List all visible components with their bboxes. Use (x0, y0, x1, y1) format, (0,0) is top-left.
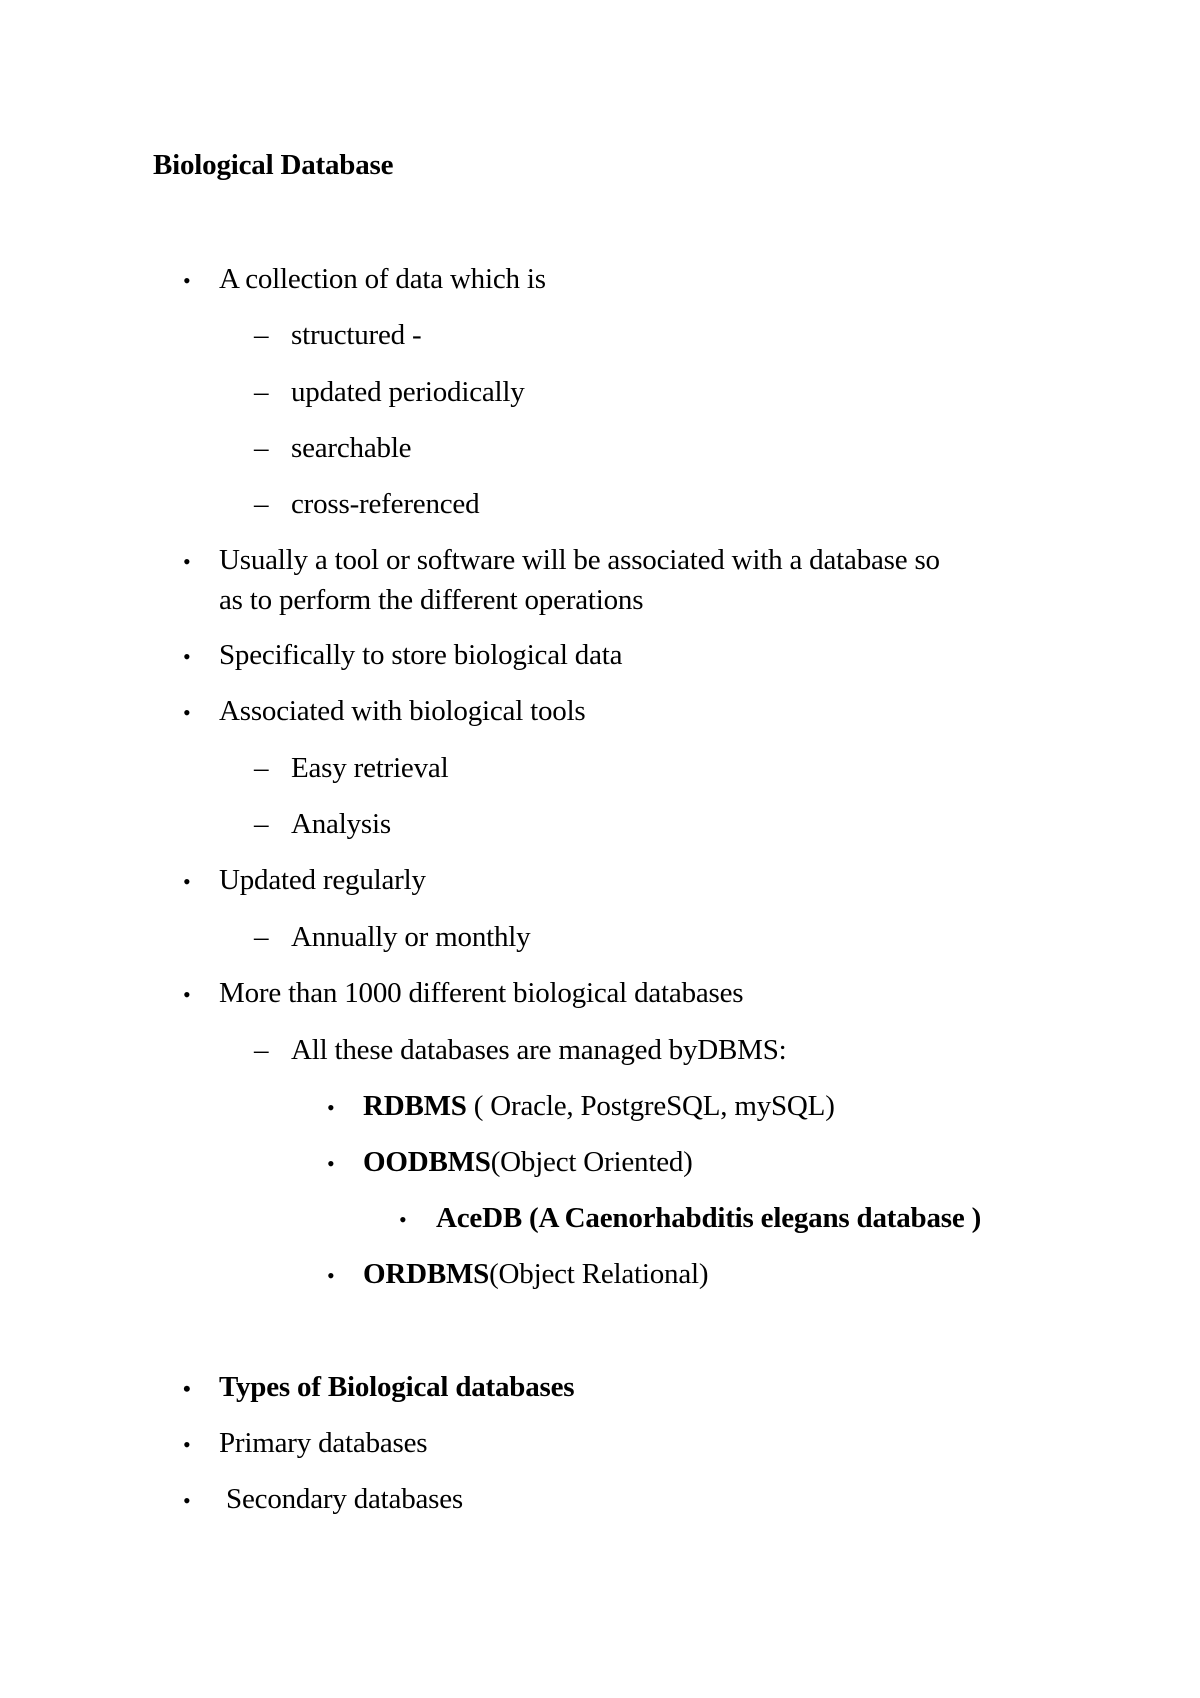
list-item-searchable: searchable (291, 432, 412, 464)
list-item-easy-retrieval: Easy retrieval (291, 752, 449, 784)
dash-icon: – (254, 319, 269, 351)
bullet-icon: • (183, 869, 191, 894)
list-item-secondary: Secondary databases (219, 1483, 464, 1515)
list-item-acedb: AceDB (A Caenorhabditis elegans database ) (436, 1202, 982, 1234)
rdbms-detail: ( Oracle, PostgreSQL, mySQL) (466, 1090, 835, 1122)
oodbms-label: OODBMS (363, 1146, 491, 1178)
page-title: Biological Database (153, 149, 394, 181)
bullet-icon: • (327, 1263, 335, 1288)
list-item-structured: structured - (291, 319, 422, 351)
bullet-icon: • (183, 1376, 191, 1401)
bullet-icon: • (327, 1095, 335, 1120)
rdbms-label: RDBMS (363, 1090, 467, 1122)
list-item-primary: Primary databases (219, 1427, 428, 1459)
list-item-updated-periodically: updated periodically (291, 376, 525, 408)
bullet-icon: • (183, 549, 191, 574)
list-item-ordbms (363, 1257, 708, 1291)
list-item-cross-referenced: cross-referenced (291, 488, 480, 520)
list-item-analysis: Analysis (291, 808, 391, 840)
list-item-all-these: All these databases are managed byDBMS: (291, 1034, 787, 1066)
dash-icon: – (254, 432, 269, 464)
ordbms-label: ORDBMS (363, 1258, 490, 1290)
list-item-tool-line1: Usually a tool or software will be associated with a database so (219, 544, 940, 576)
bullet-icon: • (327, 1151, 335, 1176)
bullet-icon: • (183, 700, 191, 725)
bullet-icon: • (183, 268, 191, 293)
dash-icon: – (254, 752, 269, 784)
dash-icon: – (254, 376, 269, 408)
oodbms-detail: (Object Oriented) (490, 1146, 693, 1178)
list-item-associated: Associated with biological tools (219, 695, 586, 727)
dash-icon: – (254, 921, 269, 953)
list-item-more-than: More than 1000 different biological databases (219, 977, 744, 1009)
list-item-oodbms (363, 1145, 693, 1179)
list-item-specifically: Specifically to store biological data (219, 639, 623, 671)
dash-icon: – (254, 808, 269, 840)
list-item-annually: Annually or monthly (291, 921, 531, 953)
list-item-rdbms (363, 1089, 835, 1123)
list-item-collection: A collection of data which is (219, 263, 546, 295)
bullet-icon: • (183, 1488, 191, 1513)
dash-icon: – (254, 1034, 269, 1066)
list-item-tool-line2: as to perform the different operations (219, 584, 644, 616)
list-item-updated-regularly: Updated regularly (219, 864, 426, 896)
list-item-types: Types of Biological databases (219, 1371, 575, 1403)
bullet-icon: • (183, 644, 191, 669)
ordbms-detail: (Object Relational) (489, 1258, 709, 1290)
bullet-icon: • (399, 1207, 407, 1232)
bullet-icon: • (183, 982, 191, 1007)
bullet-icon: • (183, 1432, 191, 1457)
dash-icon: – (254, 488, 269, 520)
